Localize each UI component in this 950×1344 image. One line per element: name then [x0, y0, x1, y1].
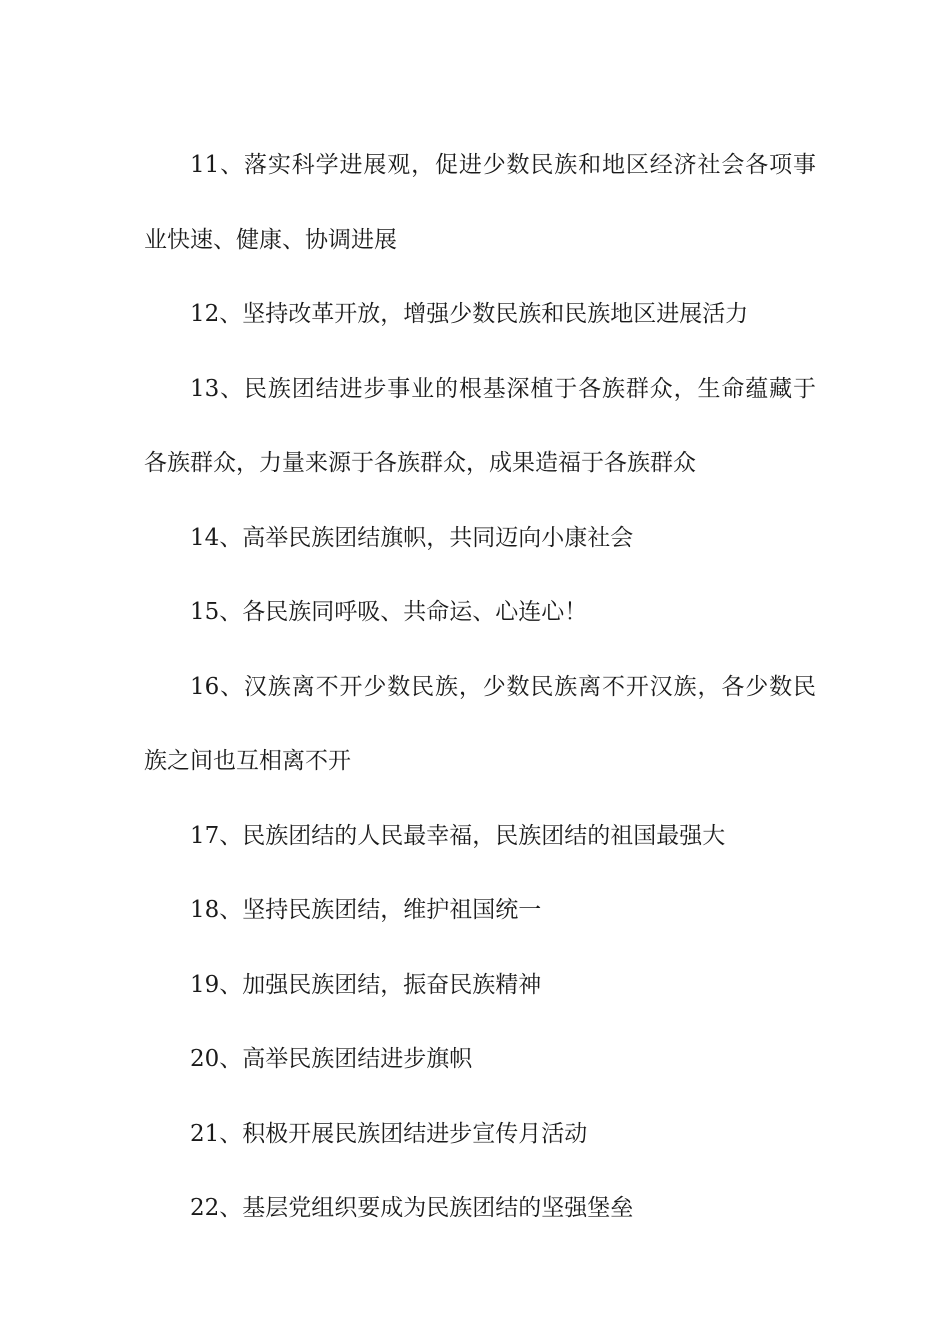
slogan-item-12: 12、坚持改革开放，增强少数民族和民族地区进展活力 — [190, 301, 749, 327]
slogan-item-15: 15、各民族同呼吸、共命运、心连心！ — [190, 599, 588, 625]
slogan-item-18: 18、坚持民族团结，维护祖国统一 — [190, 897, 542, 923]
slogan-item-20: 20、高举民族团结进步旗帜 — [190, 1046, 473, 1072]
slogan-item-22: 22、基层党组织要成为民族团结的坚强堡垒 — [190, 1195, 634, 1221]
slogan-item-17: 17、民族团结的人民最幸福，民族团结的祖国最强大 — [190, 822, 726, 849]
slogan-item-16: 16、汉族离不开少数民族，少数民族离不开汉族，各少数民族之间也互相离不开 — [144, 673, 816, 774]
slogan-item-14: 14、高举民族团结旗帜，共同迈向小康社会 — [190, 524, 634, 551]
slogan-item-21: 21、积极开展民族团结进步宣传月活动 — [190, 1120, 588, 1147]
slogan-item-13: 13、民族团结进步事业的根基深植于各族群众，生命蕴藏于各族群众，力量来源于各族群众，成果造福于各族群众 — [144, 375, 816, 476]
slogan-list — [144, 128, 816, 1246]
slogan-item-19: 19、加强民族团结，振奋民族精神 — [190, 971, 542, 998]
slogan-item-11: 11、落实科学进展观，促进少数民族和地区经济社会各项事业快速、健康、协调进展 — [144, 152, 816, 253]
